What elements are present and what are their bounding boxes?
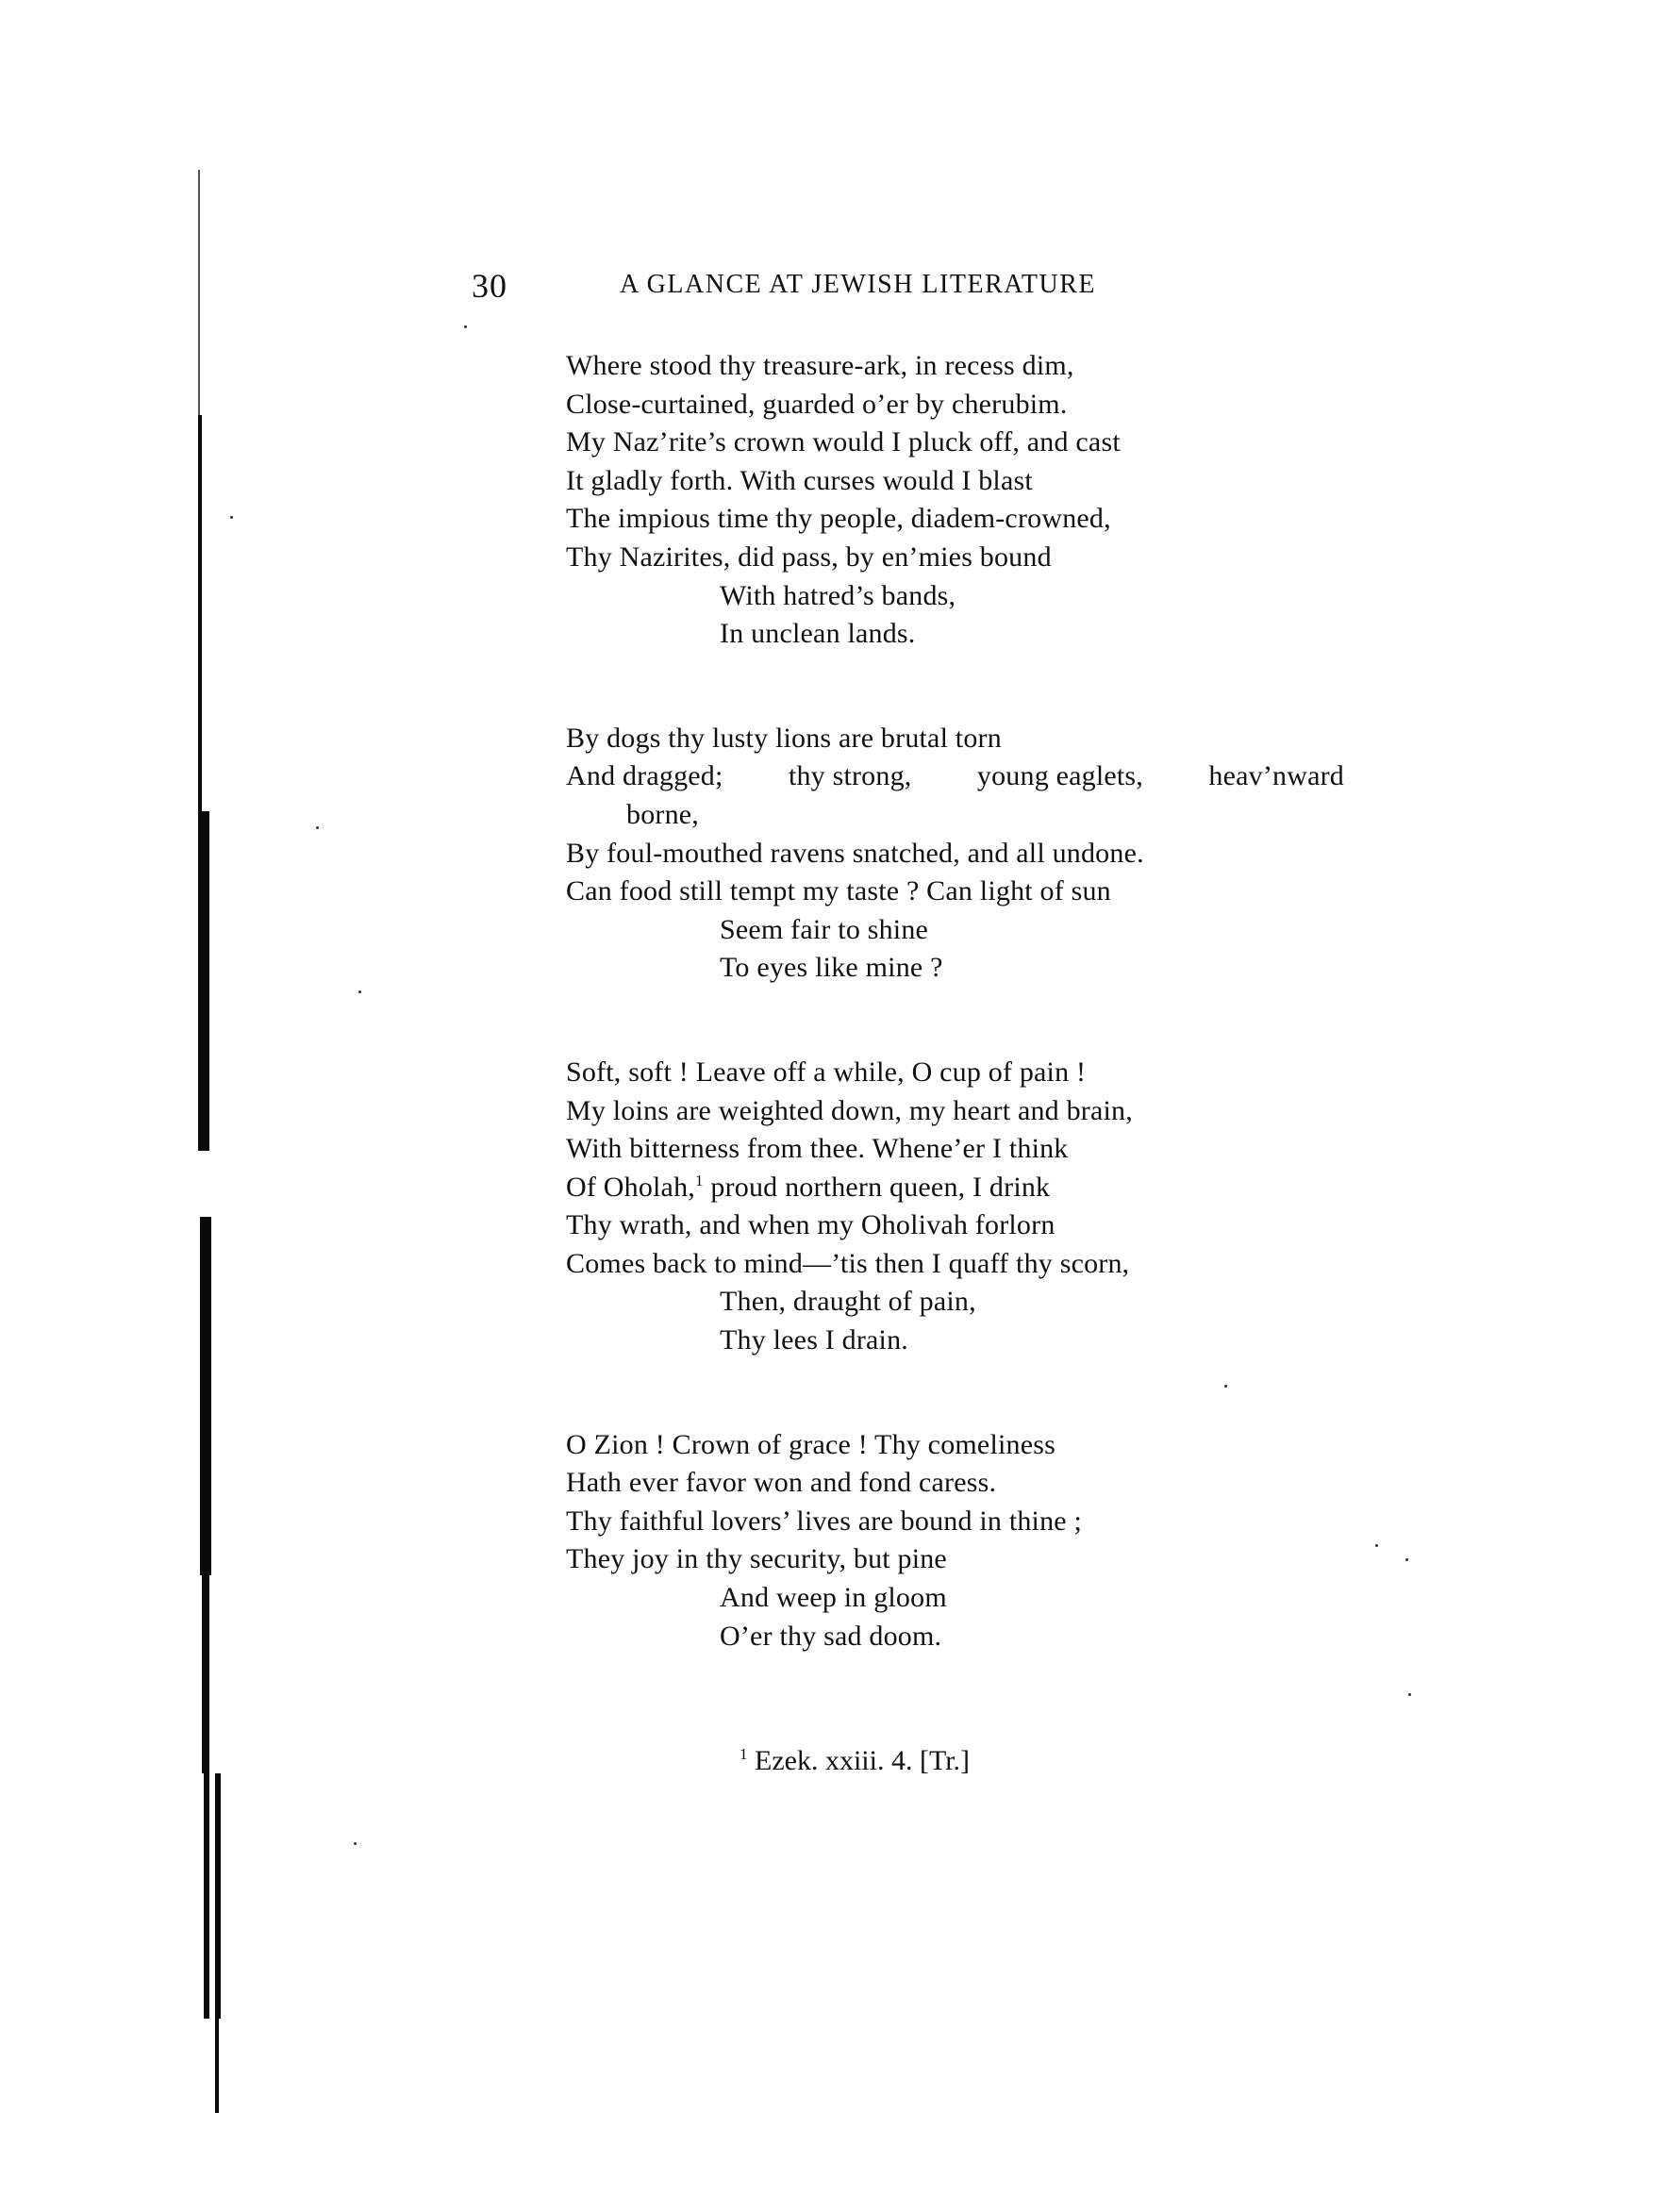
poem-line: With bitterness from thee. Whene’er I think bbox=[566, 1133, 1069, 1165]
stanza-2 bbox=[566, 720, 1415, 988]
scan-edge-bar bbox=[204, 1773, 209, 2019]
poem-line: Thy faithful lovers’ lives are bound in thine ; bbox=[566, 1505, 1083, 1537]
poem bbox=[566, 347, 1415, 1721]
footnote-text: Ezek. xxiii. 4. [Tr.] bbox=[755, 1745, 971, 1776]
poem-line-refrain: In unclean lands. bbox=[720, 618, 916, 650]
scan-speck bbox=[464, 325, 467, 328]
poem-line: Where stood thy treasure-ark, in recess dim, bbox=[566, 350, 1074, 381]
line-segment: Of Oholah, bbox=[566, 1171, 695, 1203]
poem-line-refrain: O’er thy sad doom. bbox=[720, 1620, 942, 1652]
line-segment: young eaglets, bbox=[976, 760, 1143, 792]
poem-line: By foul-mouthed ravens snatched, and all undone. bbox=[566, 837, 1144, 869]
scan-speck bbox=[316, 826, 319, 829]
scan-speck bbox=[358, 990, 361, 993]
line-segment: proud northern queen, I drink bbox=[703, 1171, 1051, 1203]
poem-line: Thy Nazirites, did pass, by en’mies bound bbox=[566, 541, 1052, 573]
poem-line: They joy in thy security, but pine bbox=[566, 1543, 947, 1575]
poem-line: Close-curtained, guarded o’er by cherubim. bbox=[566, 388, 1068, 420]
poem-line: By dogs thy lusty lions are brutal torn bbox=[566, 722, 1002, 754]
page-number: 30 bbox=[472, 267, 507, 305]
scan-edge-bar bbox=[198, 811, 209, 1151]
scan-edge-bar bbox=[215, 1773, 221, 2019]
poem-line-justified bbox=[566, 757, 1344, 796]
poem-line-refrain: Seem fair to shine bbox=[720, 913, 929, 945]
poem-line-refrain: Thy lees I drain. bbox=[720, 1324, 908, 1356]
poem-line bbox=[566, 1169, 1415, 1207]
stanza-3 bbox=[566, 1054, 1415, 1360]
scan-edge-bar bbox=[202, 1575, 209, 1773]
poem-line: It gladly forth. With curses would I blast bbox=[566, 464, 1033, 496]
line-segment: thy strong, bbox=[788, 760, 912, 792]
line-segment: And dragged; bbox=[566, 760, 723, 792]
poem-line: O Zion ! Crown of grace ! Thy comeliness bbox=[566, 1428, 1055, 1460]
poem-line: Can food still tempt my taste ? Can light of sun bbox=[566, 875, 1111, 907]
poem-line: The impious time thy people, diadem-crowned, bbox=[566, 503, 1111, 535]
running-header bbox=[472, 266, 1226, 304]
scan-speck bbox=[230, 516, 233, 519]
scan-edge-bar bbox=[198, 415, 202, 811]
poem-line-refrain: Then, draught of pain, bbox=[720, 1286, 976, 1318]
scan-speck bbox=[354, 1842, 357, 1845]
footnote bbox=[740, 1745, 970, 1777]
poem-line: My Naz’rite’s crown would I pluck off, and cast bbox=[566, 426, 1121, 458]
footnote-reference[interactable]: 1 bbox=[694, 1171, 704, 1189]
stanza-1 bbox=[566, 347, 1415, 654]
line-segment: heav’nward bbox=[1208, 760, 1344, 792]
poem-line: My loins are weighted down, my heart and brain, bbox=[566, 1094, 1133, 1126]
poem-line-refrain: And weep in gloom bbox=[720, 1582, 947, 1614]
scan-edge-bar bbox=[215, 2019, 219, 2113]
poem-line-refrain: To eyes like mine ? bbox=[720, 952, 943, 984]
scan-edge-bar bbox=[198, 170, 200, 415]
stanza-4 bbox=[566, 1426, 1415, 1656]
scan-edge-bar bbox=[200, 1217, 211, 1575]
poem-line: Comes back to mind—’tis then I quaff thy scorn, bbox=[566, 1247, 1130, 1279]
poem-line: Soft, soft ! Leave off a while, O cup of pain ! bbox=[566, 1056, 1087, 1088]
poem-line-runover: borne, bbox=[626, 798, 700, 830]
poem-line-refrain: With hatred’s bands, bbox=[720, 579, 956, 611]
running-title: A GLANCE AT JEWISH LITERATURE bbox=[620, 270, 1096, 299]
footnote-marker: 1 bbox=[740, 1745, 748, 1763]
poem-line: Hath ever favor won and fond caress. bbox=[566, 1467, 997, 1499]
poem-line: Thy wrath, and when my Oholivah forlorn bbox=[566, 1209, 1055, 1241]
